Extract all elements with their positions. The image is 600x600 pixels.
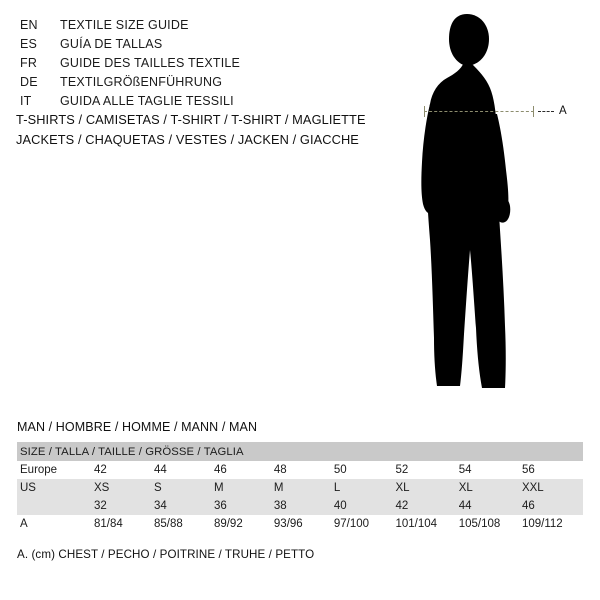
table-footnote: A. (cm) CHEST / PECHO / POITRINE / TRUHE / PETTO [17, 548, 315, 561]
row-value: 46 [520, 497, 583, 515]
row-value: XL [393, 479, 456, 497]
row-value: XL [457, 479, 520, 497]
row-value: 52 [393, 461, 456, 479]
garment-line-tshirts: T-SHIRTS / CAMISETAS / T-SHIRT / T-SHIRT / MAGLIETTE [16, 112, 366, 127]
row-value: XS [92, 479, 152, 497]
row-value: 36 [212, 497, 272, 515]
language-code: EN [20, 18, 38, 32]
language-text: TEXTILGRÖßENFÜHRUNG [60, 75, 223, 89]
language-code: ES [20, 37, 38, 51]
row-value: 34 [152, 497, 212, 515]
row-value: 93/96 [272, 515, 332, 533]
chest-measure-cap-right [533, 106, 534, 117]
size-table [17, 442, 583, 533]
language-code: DE [20, 75, 38, 89]
row-value: 54 [457, 461, 520, 479]
row-value: 44 [457, 497, 520, 515]
row-value: 85/88 [152, 515, 212, 533]
row-value: L [332, 479, 394, 497]
row-label: Europe [17, 461, 92, 479]
row-value: 32 [92, 497, 152, 515]
language-text: GUÍA DE TALLAS [60, 37, 163, 51]
row-value: 101/104 [393, 515, 456, 533]
row-value: M [212, 479, 272, 497]
row-value: 46 [212, 461, 272, 479]
table-header-spacer [332, 442, 394, 461]
table-header-spacer [393, 442, 456, 461]
chest-measure-line [424, 111, 534, 113]
language-text: GUIDE DES TAILLES TEXTILE [60, 56, 241, 70]
table-header-spacer [272, 442, 332, 461]
language-row [20, 35, 400, 54]
row-value: 105/108 [457, 515, 520, 533]
row-value: 109/112 [520, 515, 583, 533]
row-value: 81/84 [92, 515, 152, 533]
row-label [17, 497, 92, 515]
chest-measure-leader-line [538, 111, 554, 113]
row-value: 48 [272, 461, 332, 479]
row-value: M [272, 479, 332, 497]
language-text: TEXTILE SIZE GUIDE [60, 18, 189, 32]
garment-line-jackets: JACKETS / CHAQUETAS / VESTES / JACKEN / GIACCHE [16, 132, 359, 147]
row-value: 42 [393, 497, 456, 515]
row-value: 44 [152, 461, 212, 479]
table-row [17, 479, 583, 497]
row-value: 42 [92, 461, 152, 479]
language-code: FR [20, 56, 38, 70]
table-header-spacer [520, 442, 583, 461]
row-label: A [17, 515, 92, 533]
table-row [17, 515, 583, 533]
table-row [17, 497, 583, 515]
row-value: 50 [332, 461, 394, 479]
row-value: 89/92 [212, 515, 272, 533]
language-code: IT [20, 94, 32, 108]
table-header-spacer [457, 442, 520, 461]
row-value: S [152, 479, 212, 497]
row-value: 40 [332, 497, 394, 515]
row-label: US [17, 479, 92, 497]
row-value: XXL [520, 479, 583, 497]
garment-category-block [16, 110, 416, 150]
language-row [20, 54, 400, 73]
language-text: GUIDA ALLE TAGLIE TESSILI [60, 94, 234, 108]
language-row [20, 92, 400, 111]
table-header-row [17, 442, 583, 461]
mannequin-silhouette-icon [404, 8, 584, 398]
row-value: 38 [272, 497, 332, 515]
language-header-block [20, 16, 400, 111]
chest-measure-label: A [559, 105, 567, 117]
language-row [20, 73, 400, 92]
language-row [20, 16, 400, 35]
row-value: 97/100 [332, 515, 394, 533]
row-value: 56 [520, 461, 583, 479]
table-header-label: SIZE / TALLA / TAILLE / GRÖSSE / TAGLIA [17, 442, 272, 461]
table-title: MAN / HOMBRE / HOMME / MANN / MAN [17, 420, 258, 434]
table-row [17, 461, 583, 479]
